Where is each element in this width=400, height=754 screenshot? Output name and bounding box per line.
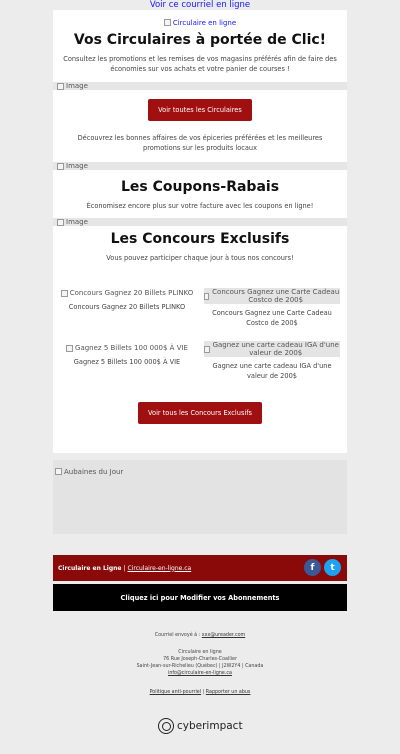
contest-label: Concours Gagnez 20 Billets PLINKO <box>68 303 186 311</box>
hero-image2-alt: Image <box>66 162 88 170</box>
broken-image-icon <box>61 290 68 297</box>
cyberimpact-icon <box>158 718 174 734</box>
broken-image-icon <box>164 19 171 26</box>
contest-image[interactable] <box>59 343 195 353</box>
deals-image[interactable] <box>53 460 347 534</box>
broken-image-icon <box>55 468 62 475</box>
hero-description: Consultez les promotions et les remises de vos magasins préférés afin de faire des économies sur vos achats et votre panier de courses ! <box>63 55 337 73</box>
logo[interactable] <box>53 10 347 27</box>
cyberimpact-logo[interactable] <box>158 718 243 734</box>
broken-image-icon <box>66 345 73 352</box>
antispam-policy-link[interactable]: Politique anti-pourriel <box>149 690 202 695</box>
logo-alt-text: Circulaire en ligne <box>172 18 237 27</box>
contest-image[interactable] <box>204 288 340 304</box>
view-all-contests-button[interactable]: Voir tous les Concours Exclusifs <box>138 402 262 424</box>
email-content-card <box>53 10 347 453</box>
contest-image-alt: Concours Gagnez une Carte Cadeau Costco de 200$ <box>212 288 340 304</box>
contest-item[interactable] <box>59 288 195 312</box>
sent-to-line <box>0 632 400 639</box>
contest-image-alt: Gagnez une carte cadeau IGA d'une valeur de 200$ <box>212 341 339 357</box>
broken-image-icon <box>204 346 210 353</box>
brand-name: Circulaire en Ligne <box>58 564 122 572</box>
contests-description: Vous pouvez participer chaque jour à tous nos concours! <box>106 254 294 262</box>
contests-title: Les Concours Exclusifs <box>110 231 290 247</box>
twitter-icon[interactable]: t <box>324 559 341 576</box>
cyberimpact-wordmark: cyberimpact <box>177 720 243 732</box>
coupons-description: Économisez encore plus sur votre facture avec les coupons en ligne! <box>86 202 314 210</box>
broken-image-icon <box>57 219 64 226</box>
manage-subscriptions-link[interactable]: Cliquez ici pour Modifier vos Abonnements <box>53 584 347 611</box>
deals-image-alt: Aubaines du Jour <box>64 467 124 476</box>
contest-image-alt: Concours Gagnez 20 Billets PLINKO <box>69 289 194 297</box>
sent-to-email[interactable]: xxx@ureader.com <box>201 633 246 638</box>
contest-image[interactable] <box>59 288 195 298</box>
site-link[interactable]: Circulaire-en-ligne.ca <box>127 564 192 572</box>
company-name: Circulaire en ligne <box>178 650 222 655</box>
coupons-image <box>53 218 347 226</box>
view-all-circulars-button[interactable]: Voir toutes les Circulaires <box>148 99 252 121</box>
broken-image-icon <box>57 163 64 170</box>
contest-item[interactable] <box>204 288 340 328</box>
broken-image-icon <box>204 293 209 300</box>
report-abuse-link[interactable]: Rapporter un abus <box>205 690 251 695</box>
contest-item[interactable] <box>59 343 195 367</box>
address-line-2: Saint-Jean-sur-Richelieu (Québec) | J2W2Y4 | Canada <box>136 664 264 669</box>
social-links <box>304 559 341 576</box>
broken-image-icon <box>57 83 64 90</box>
brand-bar <box>53 555 347 581</box>
contest-label: Concours Gagnez une Carte Cadeau Costco de 200$ <box>212 309 332 327</box>
contests-grid <box>53 288 347 398</box>
contest-image-alt: Gagnez 5 Billets 100 000$ À VIE <box>75 344 188 352</box>
contact-email-link[interactable]: info@circulaire-en-ligne.ca <box>168 671 232 676</box>
hero-image-secondary <box>53 162 347 170</box>
contest-item[interactable] <box>204 341 340 381</box>
hero-subtext: Découvrez les bonnes affaires de vos épiceries préférées et les meilleures promotions sur les produits locaux <box>77 134 323 152</box>
facebook-icon[interactable]: f <box>304 559 321 576</box>
footer-separator: | <box>202 690 205 695</box>
hero-image <box>53 82 347 90</box>
sent-to-label: Courriel envoyé à : <box>154 633 201 638</box>
view-online-link[interactable]: Voir ce courriel en ligne <box>149 0 251 10</box>
footer <box>0 632 400 696</box>
coupons-image-alt: Image <box>66 218 88 226</box>
contest-image[interactable] <box>204 341 340 357</box>
address-line-1: 76 Rue Joseph-Charles-Coallier <box>163 657 237 662</box>
contest-label: Gagnez une carte cadeau IGA d'une valeur de 200$ <box>212 362 332 380</box>
brand-separator: | <box>123 564 126 572</box>
contest-label: Gagnez 5 Billets 100 000$ À VIE <box>73 358 181 366</box>
hero-image-alt: Image <box>66 82 88 90</box>
hero-title: Vos Circulaires à portée de Clic! <box>73 32 327 48</box>
coupons-title: Les Coupons-Rabais <box>120 179 280 195</box>
